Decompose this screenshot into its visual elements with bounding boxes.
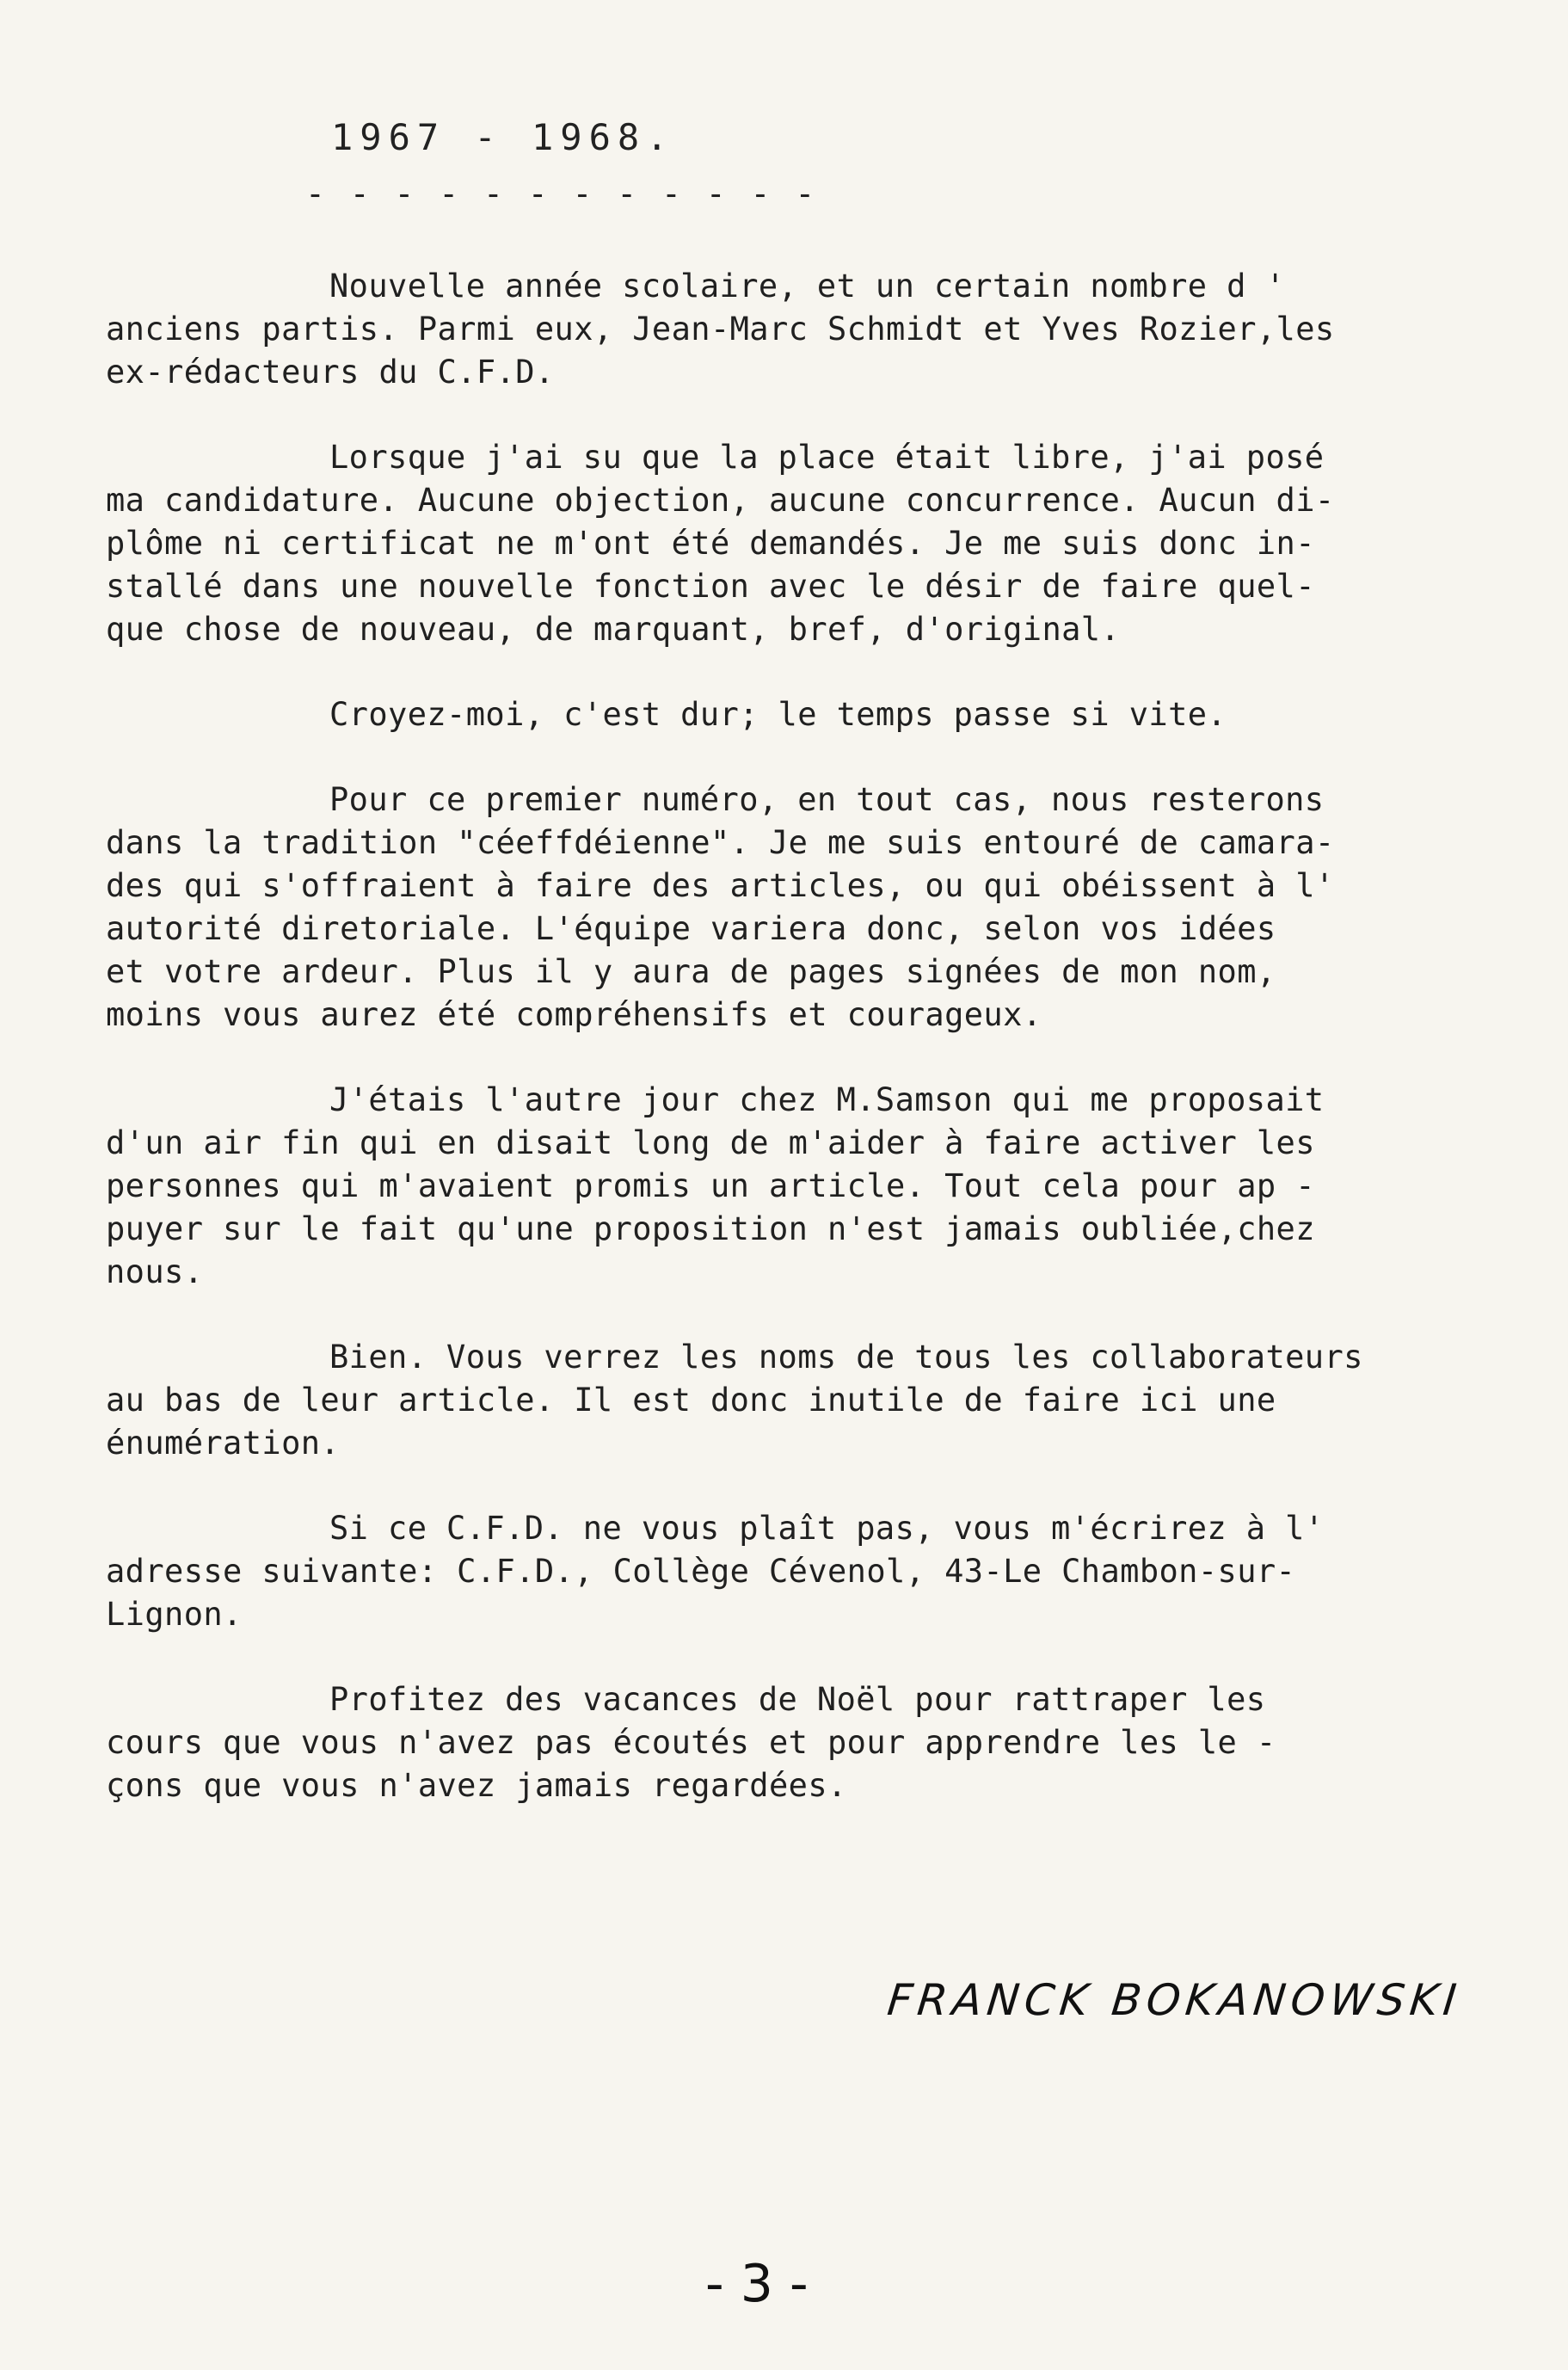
page-number: - 3 - bbox=[705, 2254, 809, 2314]
text-line: J'étais l'autre jour chez M.Samson qui me proposait bbox=[329, 1081, 1325, 1118]
text-line: que chose de nouveau, de marquant, bref, d'original. bbox=[106, 611, 1121, 648]
text-line: Si ce C.F.D. ne vous plaît pas, vous m'écrirez à l' bbox=[329, 1510, 1325, 1547]
title-underline: - - - - - - - - - - - - bbox=[305, 175, 818, 212]
text-line: d'un air fin qui en disait long de m'aider à faire activer les bbox=[106, 1124, 1315, 1161]
text-line: Croyez-moi, c'est dur; le temps passe si vite. bbox=[329, 696, 1227, 733]
text-line: énumération. bbox=[106, 1425, 341, 1462]
paragraph bbox=[106, 779, 1396, 1037]
text-line: dans la tradition "céeffdéienne". Je me suis entouré de camara- bbox=[106, 824, 1335, 861]
text-line: Lorsque j'ai su que la place était libre, j'ai posé bbox=[329, 439, 1325, 476]
paragraph bbox=[106, 265, 1396, 394]
text-line: moins vous aurez été compréhensifs et courageux. bbox=[106, 996, 1042, 1033]
paragraph bbox=[106, 436, 1396, 651]
text-line: puyer sur le fait qu'une proposition n'est jamais oubliée,chez bbox=[106, 1210, 1315, 1247]
text-line: cours que vous n'avez pas écoutés et pour apprendre les le - bbox=[106, 1724, 1276, 1761]
body-text bbox=[106, 265, 1396, 1850]
paragraph bbox=[106, 1079, 1396, 1294]
text-line: des qui s'offraient à faire des articles, ou qui obéissent à l' bbox=[106, 867, 1335, 904]
page-title: 1967 - 1968. bbox=[331, 116, 675, 158]
paragraph bbox=[106, 1678, 1396, 1807]
paragraph bbox=[106, 693, 1396, 736]
text-line: autorité diretoriale. L'équipe variera donc, selon vos idées bbox=[106, 910, 1276, 947]
text-line: ex-rédacteurs du C.F.D. bbox=[106, 354, 555, 391]
text-line: Pour ce premier numéro, en tout cas, nous resterons bbox=[329, 781, 1325, 818]
text-line: çons que vous n'avez jamais regardées. bbox=[106, 1767, 847, 1804]
text-line: Profitez des vacances de Noël pour rattraper les bbox=[329, 1681, 1266, 1718]
signature: FRANCK BOKANOWSKI bbox=[884, 1975, 1464, 2025]
text-line: et votre ardeur. Plus il y aura de pages signées de mon nom, bbox=[106, 953, 1276, 990]
text-line: stallé dans une nouvelle fonction avec le désir de faire quel- bbox=[106, 568, 1315, 605]
text-line: personnes qui m'avaient promis un article. Tout cela pour ap - bbox=[106, 1167, 1315, 1204]
text-line: adresse suivante: C.F.D., Collège Cévenol, 43-Le Chambon-sur- bbox=[106, 1553, 1296, 1590]
paragraph bbox=[106, 1507, 1396, 1636]
text-line: plôme ni certificat ne m'ont été demandés. Je me suis donc in- bbox=[106, 525, 1315, 562]
text-line: au bas de leur article. Il est donc inutile de faire ici une bbox=[106, 1382, 1276, 1419]
text-line: Nouvelle année scolaire, et un certain nombre d ' bbox=[329, 268, 1286, 305]
text-line: ma candidature. Aucune objection, aucune concurrence. Aucun di- bbox=[106, 482, 1335, 519]
text-line: nous. bbox=[106, 1253, 204, 1290]
text-line: Bien. Vous verrez les noms de tous les collaborateurs bbox=[329, 1339, 1363, 1376]
text-line: anciens partis. Parmi eux, Jean-Marc Schmidt et Yves Rozier,les bbox=[106, 311, 1335, 348]
text-line: Lignon. bbox=[106, 1596, 243, 1633]
paragraph bbox=[106, 1336, 1396, 1465]
